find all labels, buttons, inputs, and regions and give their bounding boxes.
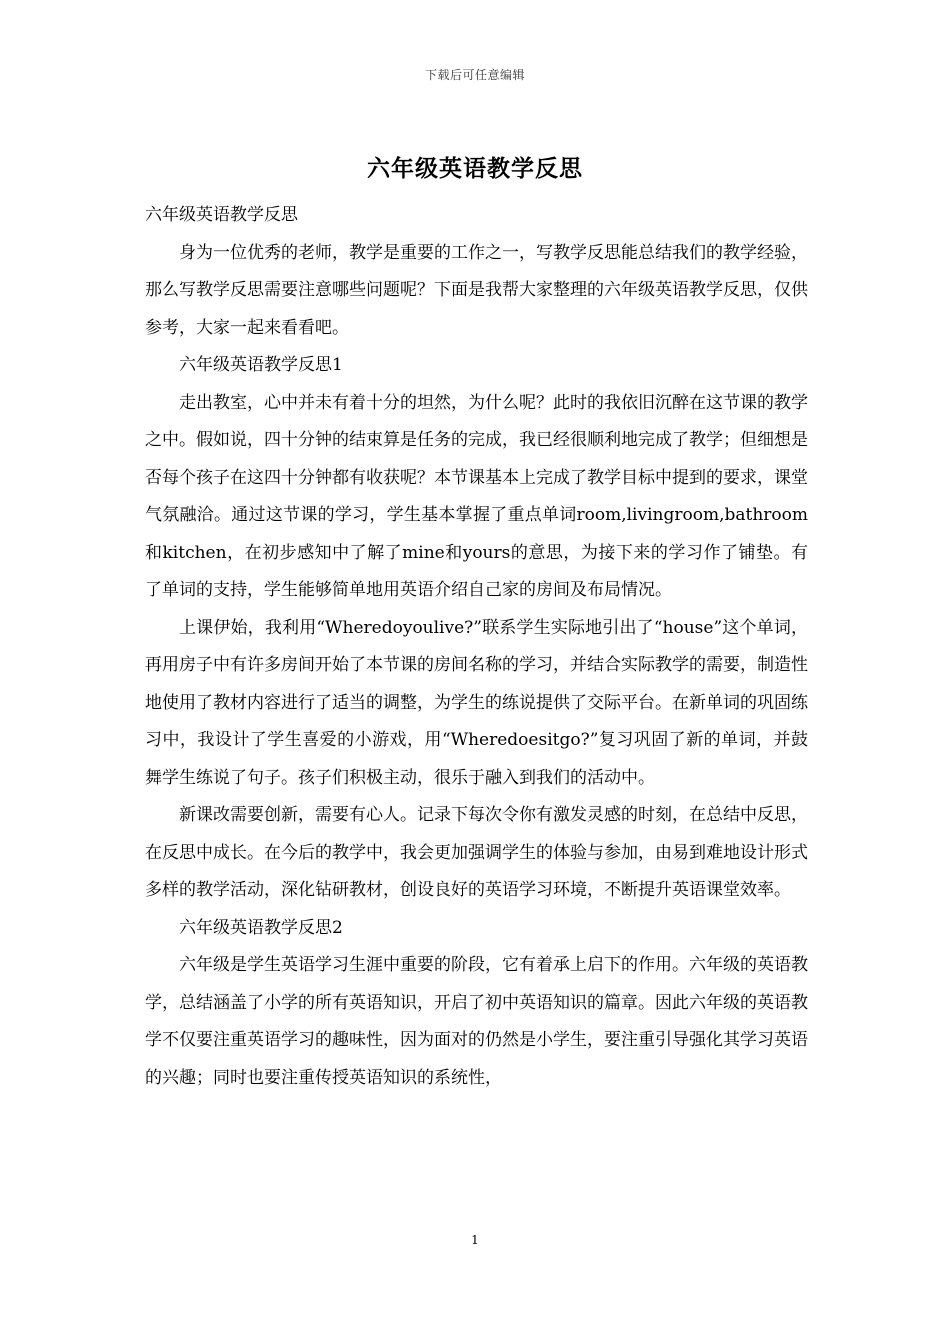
intro-paragraph: 身为一位优秀的老师，教学是重要的工作之一，写教学反思能总结我们的教学经验，那么写教学反思需要注意哪些问题呢？下面是我帮大家整理的六年级英语教学反思，仅供参考，大家一起来看看吧。: [145, 242, 808, 338]
document-body: [145, 197, 808, 1097]
section1-paragraph-3: 新课改需要创新，需要有心人。记录下每次令你有激发灵感的时刻，在总结中反思，在反思中成长。在今后的教学中，我会更加强调学生的体验与参加，由易到难地设计形式多样的教学活动，深化钻研教材，创设良好的英语学习环境，不断提升英语课堂效率。: [145, 805, 808, 900]
section-heading-2: 六年级英语教学反思2: [179, 917, 343, 938]
section-heading-1: 六年级英语教学反思1: [179, 355, 343, 375]
section2-paragraph-1: 六年级是学生英语学习生涯中重要的阶段，它有着承上启下的作用。六年级的英语教学，总结涵盖了小学的所有英语知识，开启了初中英语知识的篇章。因此六年级的英语教学不仅要注重英语学习的趣味性，因为面对的仍然是小学生，要注重引导强化其学习英语的兴趣；同时也要注重传授英语知识的系统性，: [145, 955, 808, 1088]
document-title: 六年级英语教学反思: [367, 155, 583, 182]
section1-paragraph-1: 走出教室，心中并未有着十分的坦然，为什么呢？此时的我依旧沉醉在这节课的教学之中。假如说，四十分钟的结束算是任务的完成，我已经很顺利地完成了教学；但细想是否每个孩子在这四十分钟都有收获呢？本节课基本上完成了教学目标中提到的要求，课堂气氛融洽。通过这节课的学习，学生基本掌握了重点单词room,livingroom,bathroom和kitchen，在初步感知中了解了mine和yours的意思，为接下来的学习作了铺垫。有了单词的支持，学生能够简单地用英语介绍自己家的房间及布局情况。: [145, 392, 808, 600]
page-header: 下载后可任意编辑: [424, 68, 525, 82]
section1-paragraph-2: 上课伊始，我利用“Wheredoyoulive?”联系学生实际地引出了“house”这个单词，再用房子中有许多房间开始了本节课的房间名称的学习，并结合实际教学的需要，制造性地使用了教材内容进行了适当的调整，为学生的练说提供了交际平台。在新单词的巩固练习中，我设计了学生喜爱的小游戏，用“Wheredoesitgo?”复习巩固了新的单词，并鼓舞学生练说了句子。孩子们积极主动，很乐于融入到我们的活动中。: [145, 617, 808, 788]
document-subtitle: 六年级英语教学反思: [145, 205, 298, 225]
page-number: 1: [471, 1233, 479, 1247]
